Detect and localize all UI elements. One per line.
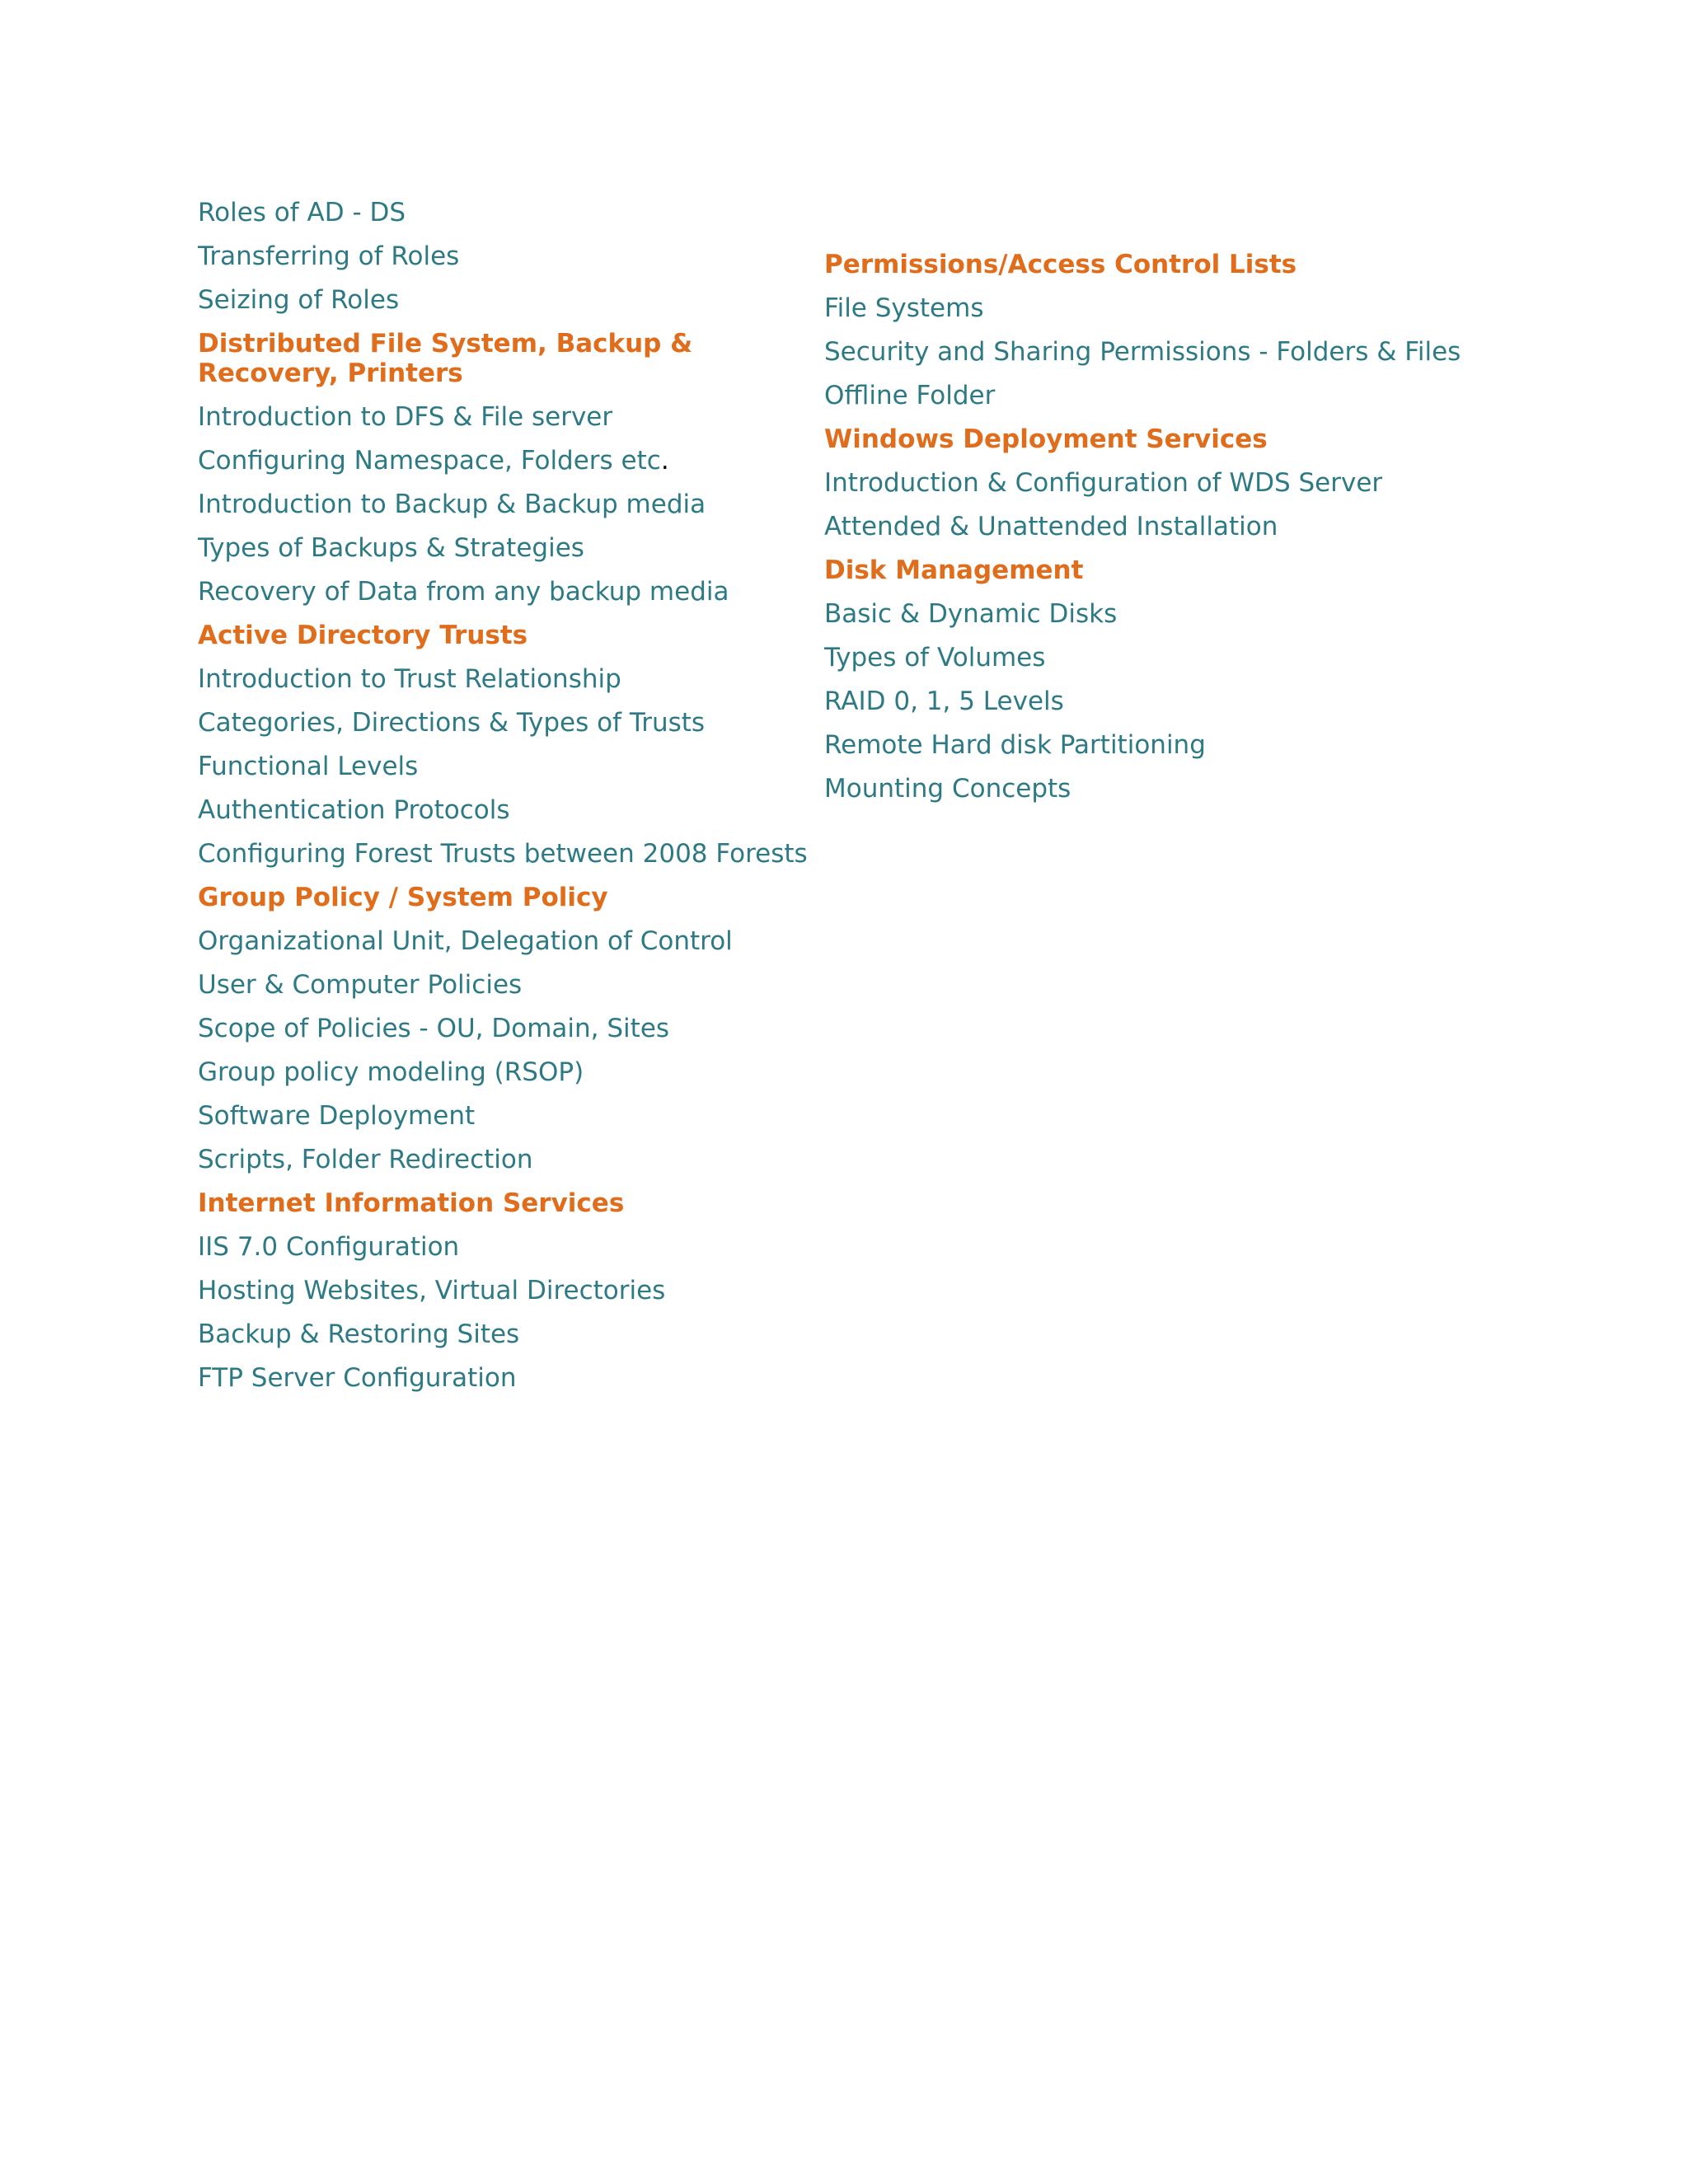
list-item: Offline Folder	[824, 381, 996, 410]
section-heading: Group Policy / System Policy	[198, 883, 608, 912]
list-item: Configuring Forest Trusts between 2008 Forests	[198, 839, 808, 869]
list-item: Seizing of Roles	[198, 285, 400, 315]
list-item: Types of Backups & Strategies	[198, 533, 584, 563]
list-item: Hosting Websites, Virtual Directories	[198, 1276, 666, 1305]
list-item: Roles of AD - DS	[198, 198, 406, 227]
list-item: Introduction to Trust Relationship	[198, 664, 621, 694]
list-item: Scope of Policies - OU, Domain, Sites	[198, 1014, 670, 1043]
list-item: Recovery of Data from any backup media	[198, 577, 729, 607]
list-item: Basic & Dynamic Disks	[824, 599, 1118, 629]
list-item: IIS 7.0 Configuration	[198, 1232, 460, 1262]
list-item: Transferring of Roles	[198, 241, 460, 271]
list-item: Authentication Protocols	[198, 795, 510, 825]
section-heading: Permissions/Access Control Lists	[824, 250, 1297, 279]
list-item: Group policy modeling (RSOP)	[198, 1057, 584, 1087]
list-item: Introduction to Backup & Backup media	[198, 490, 706, 519]
list-item: Scripts, Folder Redirection	[198, 1145, 533, 1174]
list-item	[198, 446, 669, 476]
list-item: Security and Sharing Permissions - Folders & Files	[824, 337, 1461, 367]
section-heading: Internet Information Services	[198, 1188, 625, 1218]
section-heading: Active Directory Trusts	[198, 621, 528, 650]
list-item: User & Computer Policies	[198, 970, 523, 1000]
list-item: Attended & Unattended Installation	[824, 512, 1278, 541]
section-heading: Windows Deployment Services	[824, 424, 1268, 454]
list-item: Introduction & Configuration of WDS Server	[824, 468, 1383, 498]
trailing-period: .	[660, 446, 669, 476]
list-item: File Systems	[824, 293, 984, 323]
section-heading: Disk Management	[824, 555, 1084, 585]
list-item: Mounting Concepts	[824, 774, 1071, 804]
list-item: Functional Levels	[198, 752, 419, 781]
list-item: FTP Server Configuration	[198, 1363, 517, 1393]
list-item: Types of Volumes	[824, 643, 1046, 673]
list-item: Organizational Unit, Delegation of Control	[198, 926, 733, 956]
list-item: Software Deployment	[198, 1101, 476, 1131]
list-item: Backup & Restoring Sites	[198, 1319, 520, 1349]
section-heading: Distributed File System, Backup & Recovery, Printers	[198, 329, 693, 388]
list-item: Remote Hard disk Partitioning	[824, 730, 1206, 760]
list-item: Introduction to DFS & File server	[198, 402, 613, 432]
list-item: RAID 0, 1, 5 Levels	[824, 687, 1064, 716]
list-item-text: Configuring Namespace, Folders etc	[198, 446, 661, 476]
list-item: Categories, Directions & Types of Trusts	[198, 708, 706, 738]
